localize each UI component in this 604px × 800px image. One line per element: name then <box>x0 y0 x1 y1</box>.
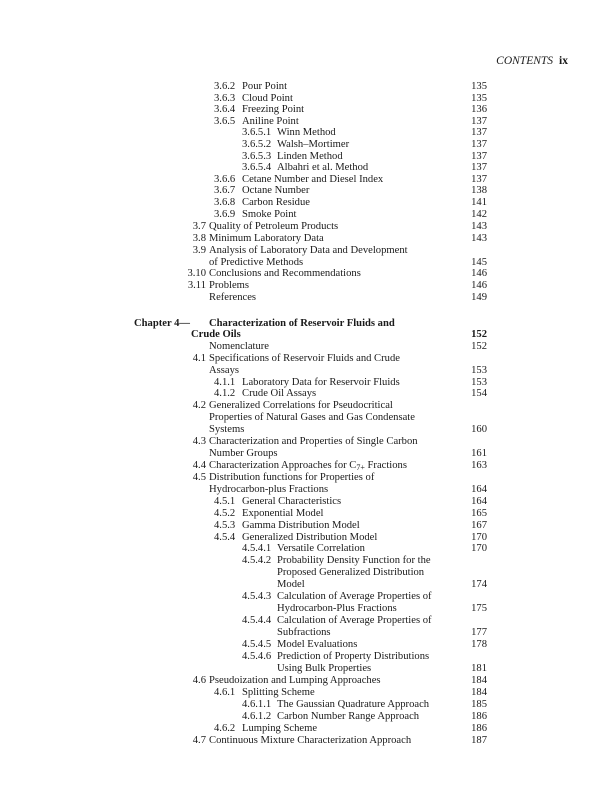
toc-number: 3.6.8 <box>214 197 236 208</box>
toc-title: Generalized Distribution Model <box>242 532 378 543</box>
toc-number: 3.8 <box>192 233 206 244</box>
toc-entry <box>0 424 604 436</box>
toc-number: 4.6.2 <box>214 723 236 734</box>
toc-number: 4.5.1 <box>214 496 236 507</box>
toc-title: Probability Density Function for the <box>277 555 431 566</box>
toc-number: 4.5.4.2 <box>242 555 272 566</box>
toc-entry <box>0 615 604 627</box>
toc-title: References <box>209 292 257 303</box>
toc-entry <box>0 723 604 735</box>
toc-number: 4.1.1 <box>214 377 236 388</box>
toc-title: Problems <box>209 280 250 291</box>
toc-number: 4.1 <box>192 353 206 364</box>
chapter-label: Chapter 4— <box>134 318 191 329</box>
toc-title: Cloud Point <box>242 93 293 104</box>
toc-entry <box>0 567 604 579</box>
toc-page: 138 <box>471 185 487 196</box>
toc-title-text-after: Fractions <box>364 460 407 471</box>
toc-entry <box>0 245 604 257</box>
toc-number: 3.6.3 <box>214 93 236 104</box>
toc-title: Cetane Number and Diesel Index <box>242 174 384 185</box>
toc-number: 4.5.3 <box>214 520 236 531</box>
toc-page: 170 <box>471 543 487 554</box>
toc-page: 153 <box>471 365 487 376</box>
toc-entry <box>0 460 604 472</box>
chapter-title: Characterization of Reservoir Fluids and <box>209 318 395 329</box>
toc-number: 3.6.5.1 <box>242 127 272 138</box>
toc-entry <box>0 520 604 532</box>
toc-title: Pour Point <box>242 81 288 92</box>
toc-page: 137 <box>471 127 487 138</box>
toc-page: 146 <box>471 268 487 279</box>
toc-entry <box>0 221 604 233</box>
toc-entry <box>0 365 604 377</box>
toc-entry <box>0 651 604 663</box>
toc-number: 3.6.9 <box>214 209 236 220</box>
toc-title: Conclusions and Recommendations <box>209 268 361 279</box>
toc-number: 4.5 <box>192 472 206 483</box>
toc-entry <box>0 400 604 412</box>
toc-entry <box>0 687 604 699</box>
toc-page: 187 <box>471 735 487 746</box>
toc-entry <box>0 127 604 139</box>
toc-number: 3.6.5.2 <box>242 139 272 150</box>
toc-title: Distribution functions for Properties of <box>209 472 375 483</box>
toc-page: 160 <box>471 424 487 435</box>
toc-title: Carbon Residue <box>242 197 310 208</box>
toc-entry <box>0 663 604 675</box>
toc-title: Laboratory Data for Reservoir Fluids <box>242 377 400 388</box>
toc-entry <box>0 555 604 567</box>
toc-title-text: Characterization Approaches for C <box>209 460 357 471</box>
toc-page: 178 <box>471 639 487 650</box>
toc-entry <box>0 197 604 209</box>
toc-entry <box>0 591 604 603</box>
toc-entry <box>0 496 604 508</box>
toc-title: Systems <box>209 424 245 435</box>
toc-page: 161 <box>471 448 487 459</box>
toc-title: Characterization and Properties of Single Carbon <box>209 436 418 447</box>
toc-entry <box>0 711 604 723</box>
toc-title: Hydrocarbon-Plus Fractions <box>277 603 397 614</box>
toc-title: Quality of Petroleum Products <box>209 221 339 232</box>
toc-page: 175 <box>471 603 487 614</box>
toc-title: Model Evaluations <box>277 639 358 650</box>
toc-number: 3.6.4 <box>214 104 236 115</box>
toc-entry <box>0 280 604 292</box>
toc-page: 143 <box>471 233 487 244</box>
toc-number: 3.6.2 <box>214 81 236 92</box>
toc-entry <box>0 233 604 245</box>
toc-title: Exponential Model <box>242 508 324 519</box>
toc-entry <box>0 639 604 651</box>
toc-title: Winn Method <box>277 127 336 138</box>
toc-page: 137 <box>471 151 487 162</box>
toc-title: Subfractions <box>277 627 331 638</box>
toc-number: 4.5.4.4 <box>242 615 272 626</box>
toc-entry <box>0 139 604 151</box>
toc-page: 137 <box>471 162 487 173</box>
toc-title: Lumping Scheme <box>242 723 318 734</box>
toc-number: 4.5.4.5 <box>242 639 272 650</box>
toc-number: 4.7 <box>192 735 206 746</box>
toc-title: Generalized Correlations for Pseudocritical <box>209 400 393 411</box>
toc-entry <box>0 436 604 448</box>
toc-title: Specifications of Reservoir Fluids and Crude <box>209 353 400 364</box>
toc-page: 177 <box>471 627 487 638</box>
toc-page: 145 <box>471 257 487 268</box>
toc-title: Hydrocarbon-plus Fractions <box>209 484 329 495</box>
toc-title: Smoke Point <box>242 209 297 220</box>
toc-page: 170 <box>471 532 487 543</box>
toc-entry <box>0 292 604 304</box>
toc-entry <box>0 185 604 197</box>
toc-entry <box>0 472 604 484</box>
toc-title: Splitting Scheme <box>242 687 315 698</box>
toc-entry <box>0 448 604 460</box>
toc-page: 135 <box>471 93 487 104</box>
toc-entry <box>0 412 604 424</box>
toc-title: Freezing Point <box>242 104 305 115</box>
toc-title: Linden Method <box>277 151 343 162</box>
toc-title: Analysis of Laboratory Data and Development <box>209 245 408 256</box>
toc-page: 152 <box>471 329 487 340</box>
toc-page: 142 <box>471 209 487 220</box>
toc-number: 3.6.5.4 <box>242 162 272 173</box>
toc-title: Nomenclature <box>209 341 270 352</box>
toc-title: The Gaussian Quadrature Approach <box>277 699 430 710</box>
toc-number: 3.7 <box>192 221 206 232</box>
toc-title: Continuous Mixture Characterization Approach <box>209 735 412 746</box>
toc-entry <box>0 735 604 747</box>
toc-page: 184 <box>471 687 487 698</box>
toc-entry <box>0 579 604 591</box>
toc-page: 167 <box>471 520 487 531</box>
toc-number: 4.2 <box>192 400 206 411</box>
toc-page: 186 <box>471 723 487 734</box>
toc-page: 135 <box>471 81 487 92</box>
toc-entry <box>0 603 604 615</box>
toc-entry <box>0 104 604 116</box>
toc-entry <box>0 508 604 520</box>
toc-number: 4.6 <box>192 675 206 686</box>
toc-number: 3.6.5.3 <box>242 151 272 162</box>
toc-title: Number Groups <box>209 448 278 459</box>
toc-title: Model <box>277 579 305 590</box>
toc-number: 4.1.2 <box>214 388 236 399</box>
toc-page: 137 <box>471 116 487 127</box>
toc-title: Albahri et al. Method <box>277 162 369 173</box>
toc-page: 152 <box>471 341 487 352</box>
toc-title: Gamma Distribution Model <box>242 520 360 531</box>
toc-page: 143 <box>471 221 487 232</box>
toc-entry <box>0 699 604 711</box>
toc-number: 4.4 <box>192 460 206 471</box>
toc-entry <box>0 543 604 555</box>
toc-page: 165 <box>471 508 487 519</box>
toc-title: Using Bulk Properties <box>277 663 372 674</box>
running-header <box>496 55 568 67</box>
toc-entry <box>0 675 604 687</box>
toc-number: 3.9 <box>192 245 206 256</box>
toc-title: Crude Oil Assays <box>242 388 317 399</box>
chapter-heading <box>0 329 604 341</box>
toc-number: 4.6.1 <box>214 687 236 698</box>
toc-page: 164 <box>471 484 487 495</box>
toc-title: of Predictive Methods <box>209 257 304 268</box>
toc-title: Versatile Correlation <box>277 543 365 554</box>
toc-number: 3.6.7 <box>214 185 236 196</box>
running-header-title: CONTENTS <box>496 55 554 67</box>
toc-entry <box>0 81 604 93</box>
toc-number: 4.6.1.2 <box>242 711 272 722</box>
toc-number: 3.11 <box>187 280 206 291</box>
toc-page: 164 <box>471 496 487 507</box>
toc-page: 185 <box>471 699 487 710</box>
toc-title: Calculation of Average Properties of <box>277 591 432 602</box>
toc-entry <box>0 388 604 400</box>
toc-title: Properties of Natural Gases and Gas Condensate <box>209 412 415 423</box>
toc-number: 3.10 <box>187 268 206 279</box>
toc-title: Pseudoization and Lumping Approaches <box>209 675 381 686</box>
toc-number: 4.5.4.1 <box>242 543 272 554</box>
toc-title: Assays <box>209 365 240 376</box>
toc-page: 181 <box>471 663 487 674</box>
toc-number: 3.6.6 <box>214 174 236 185</box>
toc-page: 137 <box>471 139 487 150</box>
toc-page: 146 <box>471 280 487 291</box>
toc-page: 184 <box>471 675 487 686</box>
toc-entry <box>0 209 604 221</box>
toc-page: 141 <box>471 197 487 208</box>
toc-title: Carbon Number Range Approach <box>277 711 420 722</box>
toc-title: Octane Number <box>242 185 310 196</box>
toc-number: 4.5.2 <box>214 508 236 519</box>
toc-entry <box>0 341 604 353</box>
toc-page: 149 <box>471 292 487 303</box>
toc-entry <box>0 353 604 365</box>
toc-number: 4.5.4.3 <box>242 591 272 602</box>
toc-title: Minimum Laboratory Data <box>209 233 324 244</box>
toc-entry <box>0 484 604 496</box>
toc-page: 137 <box>471 174 487 185</box>
toc-page: 186 <box>471 711 487 722</box>
toc-page: 174 <box>471 579 487 590</box>
toc-title: Proposed Generalized Distribution <box>277 567 425 578</box>
toc-page: 153 <box>471 377 487 388</box>
toc-entry <box>0 268 604 280</box>
toc-page: 136 <box>471 104 487 115</box>
toc-entry <box>0 162 604 174</box>
toc-number: 4.5.4.6 <box>242 651 272 662</box>
page-number: ix <box>559 55 568 67</box>
toc-number: 3.6.5 <box>214 116 236 127</box>
toc-title: Walsh–Mortimer <box>277 139 350 150</box>
toc-title: Prediction of Property Distributions <box>277 651 430 662</box>
toc-number: 4.6.1.1 <box>242 699 272 710</box>
toc-title: Calculation of Average Properties of <box>277 615 432 626</box>
toc-page: 163 <box>471 460 487 471</box>
toc-number: 4.3 <box>192 436 206 447</box>
toc-title: General Characteristics <box>242 496 342 507</box>
toc-page: 154 <box>471 388 487 399</box>
toc-title-subscript: 7+ <box>356 463 365 472</box>
toc-title: Aniline Point <box>242 116 299 127</box>
toc-entry <box>0 627 604 639</box>
toc-number: 4.5.4 <box>214 532 236 543</box>
chapter-title: Crude Oils <box>191 329 241 340</box>
